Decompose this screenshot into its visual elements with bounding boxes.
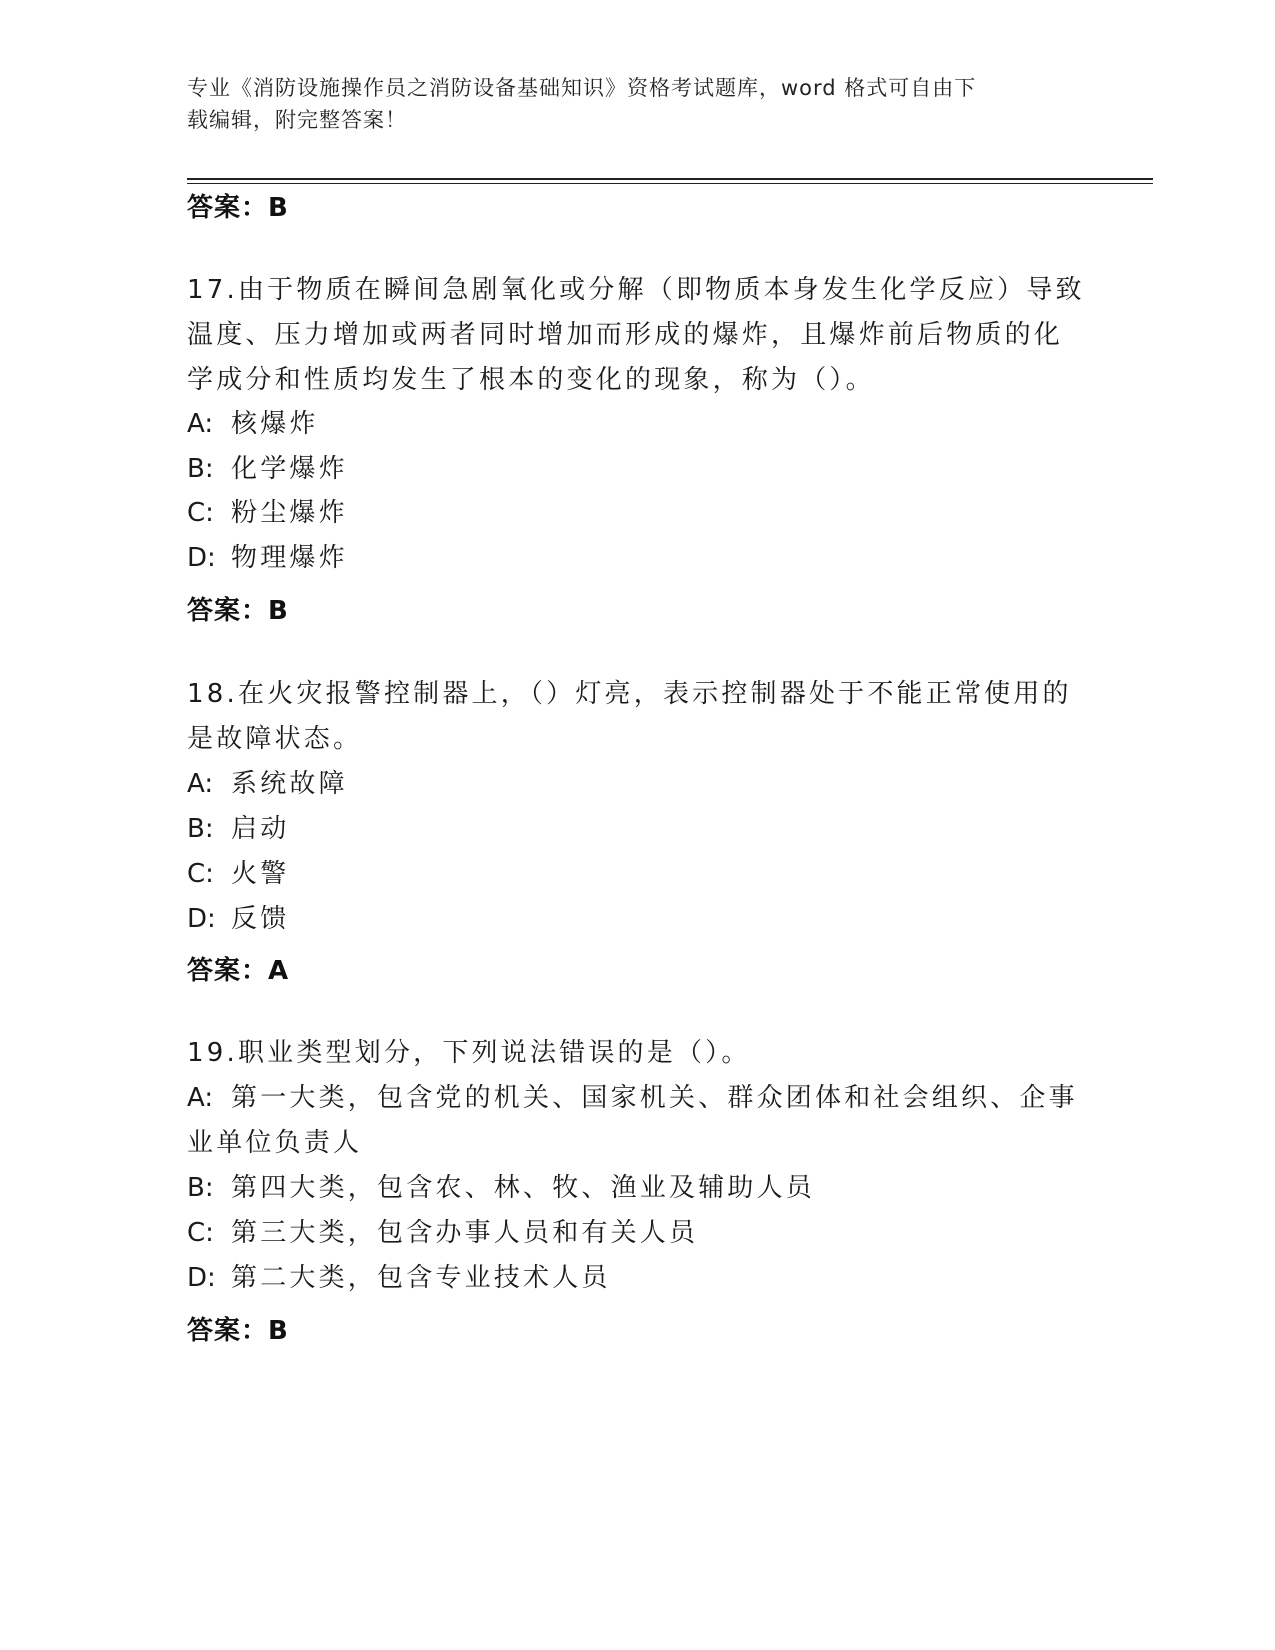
option-text: 化学爆炸 [231,454,348,484]
question-18-option-d [187,902,289,936]
question-18-line-1: 18.在火灾报警控制器上，（）灯亮，表示控制器处于不能正常使用的 [187,679,1072,709]
question-17-answer: 答案：B [187,596,289,626]
option-key: D: [187,543,216,573]
option-key: D: [187,904,216,934]
option-key: A: [187,1083,214,1113]
option-text: 第二大类，包含专业技术人员 [231,1263,611,1293]
question-18-option-a [187,767,348,801]
option-text: 第四大类，包含农、林、牧、渔业及辅助人员 [231,1173,816,1203]
header-rule-thick [187,178,1153,180]
option-text: 火警 [231,859,290,889]
option-text: 启动 [231,814,290,844]
question-19-option-d [187,1261,611,1295]
document-header [187,72,1087,136]
question-17-option-c [187,496,348,530]
option-key: C: [187,498,214,528]
option-text: 粉尘爆炸 [231,498,348,528]
option-text: 业单位负责人 [187,1128,363,1158]
option-text: 物理爆炸 [231,543,348,573]
question-19-line-1: 19.职业类型划分，下列说法错误的是（）。 [187,1038,751,1068]
question-17-line-3: 学成分和性质均发生了根本的变化的现象，称为（）。 [187,365,875,395]
option-key: C: [187,1218,214,1248]
header-line-2: 载编辑，附完整答案！ [187,108,407,132]
question-19-answer: 答案：B [187,1316,289,1346]
option-text: 第三大类，包含办事人员和有关人员 [231,1218,699,1248]
option-text: 核爆炸 [231,409,319,439]
option-key: A: [187,409,214,439]
option-key: B: [187,454,214,484]
option-key: D: [187,1263,216,1293]
question-17-line-1: 17.由于物质在瞬间急剧氧化或分解（即物质本身发生化学反应）导致 [187,275,1085,305]
question-18-option-c [187,857,289,891]
header-rule-thin [187,183,1153,184]
question-17-line-2: 温度、压力增加或两者同时增加而形成的爆炸，且爆炸前后物质的化 [187,320,1064,350]
header-line-1: 专业《消防设施操作员之消防设备基础知识》资格考试题库，word 格式可自由下 [187,76,977,100]
option-key: B: [187,814,214,844]
option-key: C: [187,859,214,889]
question-19-option-b [187,1171,815,1205]
question-17-option-b [187,452,348,486]
question-19-option-a [187,1081,1078,1115]
question-18-line-2: 是故障状态。 [187,724,363,754]
question-18-option-b [187,812,289,846]
option-key: A: [187,769,214,799]
question-19-option-c [187,1216,698,1250]
option-text: 反馈 [231,904,290,934]
question-18-answer: 答案：A [187,956,290,986]
option-key: B: [187,1173,214,1203]
question-17-option-a [187,407,319,441]
question-19-option-a-continued [187,1126,362,1160]
answer-previous: 答案：B [187,193,289,223]
option-text: 第一大类，包含党的机关、国家机关、群众团体和社会组织、企事 [231,1083,1078,1113]
question-17-option-d [187,541,348,575]
option-text: 系统故障 [231,769,348,799]
